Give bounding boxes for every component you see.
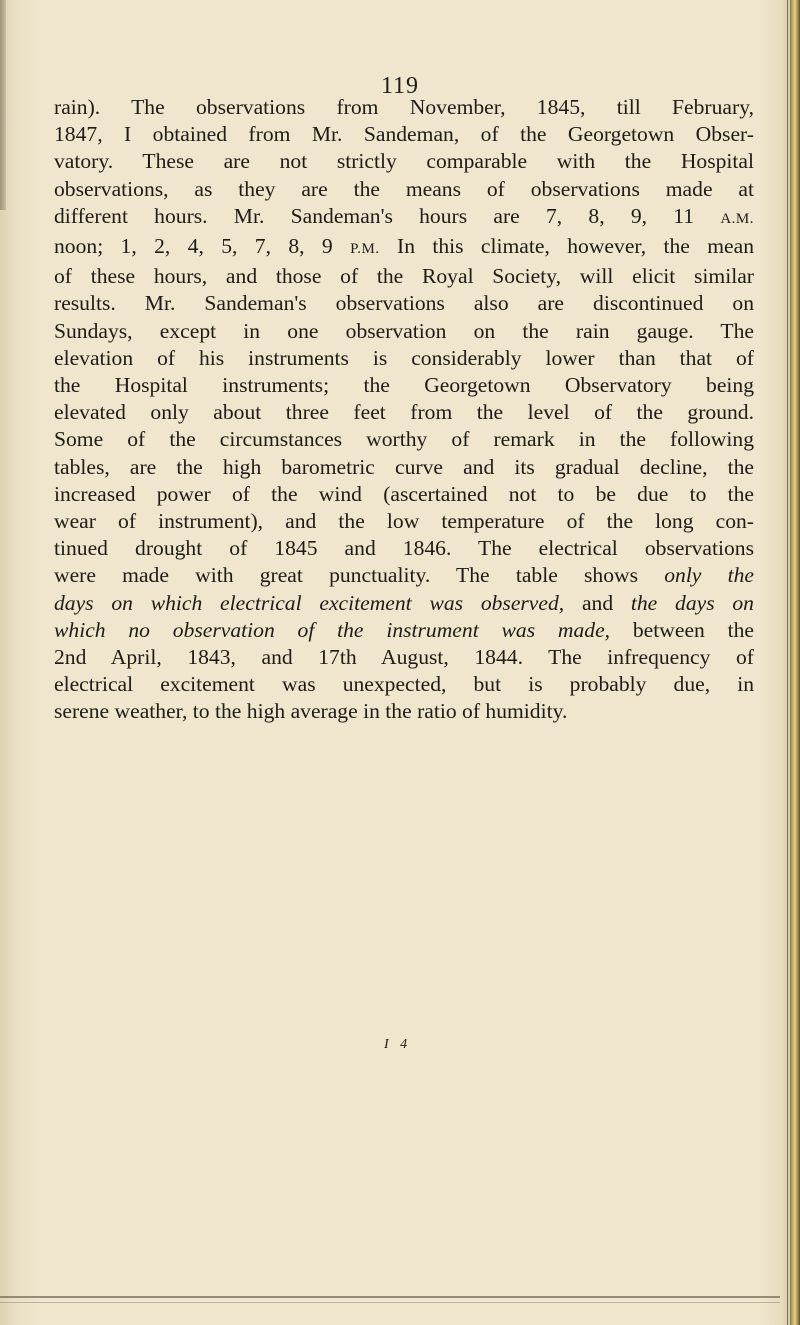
text-line: Sundays, except in one observation on the rain gauge. The xyxy=(54,318,754,343)
text-line: which no observation of the instrument was made, between the xyxy=(54,617,755,642)
text-line: 1847, I obtained from Mr. Sandeman, of the Georgetown Obser- xyxy=(54,122,754,147)
text-line: increased power of the wind (ascertained not to be due to the xyxy=(54,481,754,506)
text-line: tinued drought of 1845 and 1846. The electrical observations xyxy=(54,536,754,561)
printer-signature-mark: I 4 xyxy=(384,1037,412,1052)
page-bottom-edge-shadow xyxy=(0,1302,780,1303)
text-line: different hours. Mr. Sandeman's hours are 7, 8, 9, 11 A.M. xyxy=(54,203,754,228)
text-line: were made with great punctuality. The table shows only the xyxy=(54,563,754,588)
text-line: days on which electrical excitement was observed, and the days on xyxy=(54,590,754,615)
text-line: elevation of his instruments is considerably lower than that of xyxy=(54,345,754,370)
text-line: of these hours, and those of the Royal Society, will elicit similar xyxy=(54,264,754,289)
text-line: electrical excitement was unexpected, but is probably due, in xyxy=(54,672,754,697)
text-line: vatory. These are not strictly comparable with the Hospital xyxy=(54,149,754,174)
book-binding xyxy=(790,0,800,1325)
text-line: serene weather, to the high average in the ratio of humidity. xyxy=(54,699,568,724)
page-edge-shadow xyxy=(0,0,6,210)
page-bottom-edge xyxy=(0,1296,780,1298)
text-line: Some of the circumstances worthy of remark in the following xyxy=(54,427,754,452)
binding-edge-line xyxy=(787,0,788,1325)
body-paragraph xyxy=(54,94,754,726)
page-number: 119 xyxy=(380,73,420,99)
text-line: the Hospital instruments; the Georgetown Observatory being xyxy=(54,373,754,398)
text-line: rain). The observations from November, 1845, till February, xyxy=(54,95,754,119)
text-line: noon; 1, 2, 4, 5, 7, 8, 9 P.M. In this climate, however, the mean xyxy=(54,234,755,259)
text-line: observations, as they are the means of observations made at xyxy=(54,176,754,201)
text-line: tables, are the high barometric curve and its gradual decline, the xyxy=(54,454,754,479)
text-line: wear of instrument), and the low temperature of the long con- xyxy=(54,509,754,534)
text-line: results. Mr. Sandeman's observations also are discontinued on xyxy=(54,291,754,316)
text-line: 2nd April, 1843, and 17th August, 1844. The infrequency of xyxy=(54,645,754,670)
text-line: elevated only about three feet from the level of the ground. xyxy=(54,400,754,425)
